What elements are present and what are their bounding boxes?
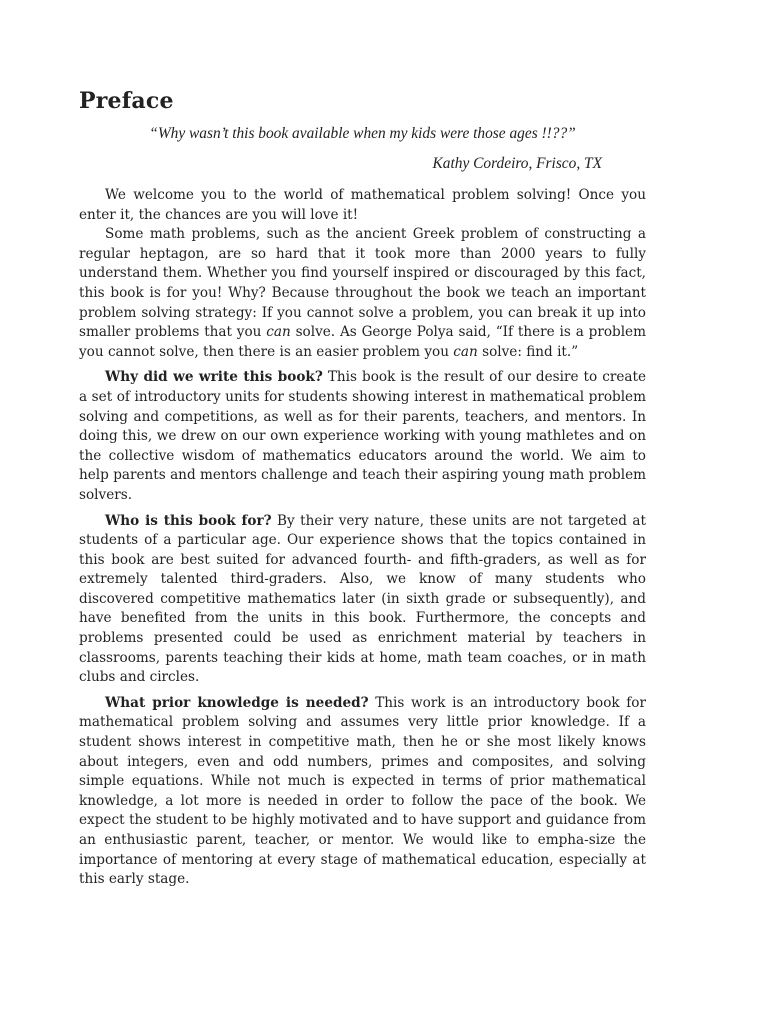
epigraph-quote: “Why wasn’t this book available when my kids were those ages !!??” [149,125,576,142]
paragraph-welcome: We welcome you to the world of mathematical problem solving! Once you enter it, the chances are you will love it! [79,187,646,223]
epigraph-attribution: Kathy Cordeiro, Frisco, TX [432,155,602,172]
emphasis-can: can [266,324,291,341]
emphasis-can: can [453,343,478,360]
preface-page [79,86,646,890]
epigraph [79,124,646,174]
preface-body [79,186,646,890]
paragraph-who [79,512,646,688]
paragraph-text: solve. As George Polya said, “If there is a problem you cannot solve, then there is an easier problem you [79,324,646,360]
paragraph-heading: Who is this book for? [105,512,272,529]
paragraph-heading: Why did we write this book? [105,369,323,386]
paragraph-prior-knowledge [79,694,646,890]
paragraph-text: By their very nature, these units are not targeted at students of a particular age. Our experience shows that the topics contained in this book are best suited for advanced fourth- and fifth-graders, as well as for extremely talented third-graders. Also, we know of many students who discovered competitive mathematics later (in sixth grade or subsequently), and have benefited from the units in this book. Furthermore, the concepts and problems presented could be used as enrichment material by teachers in classrooms, parents teaching their kids at home, math team coaches, or in math clubs and circles. [79,512,646,686]
page-title: Preface [79,88,174,114]
paragraph-text: This book is the result of our desire to create a set of introductory units for students showing interest in mathematical problem solving and competitions, as well as for their parents, teachers, and mentors. In doing this, we drew on our own experience working with young mathletes and on the collective wisdom of mathematics educators around the world. We aim to help parents and mentors challenge and teach their aspiring young math problem solvers. [79,369,646,503]
paragraph-text: This work is an introductory book for mathematical problem solving and assumes very little prior knowledge. If a student shows interest in competitive math, then he or she most likely knows about integers, even and odd numbers, primes and composites, and solving simple equations. While not much is expected in terms of prior mathematical knowledge, a lot more is needed in order to follow the pace of the book. We expect the student to be highly motivated and to have support and guidance from an enthusiastic parent, teacher, or mentor. We would like to empha-size the importance of mentoring at every stage of mathematical education, especially at this early stage. [79,694,646,888]
paragraph-strategy [79,225,646,362]
paragraph-heading: What prior knowledge is needed? [105,694,369,711]
paragraph-text: Some math problems, such as the ancient Greek problem of constructing a regular heptagon, are so hard that it took more than 2000 years to fully understand them. Whether you find yourself inspired or discouraged by this fact, this book is for you! Why? Because throughout the book we teach an important problem solving strategy: If you cannot solve a problem, you can break it up into smaller problems that you [79,226,646,341]
paragraph-why [79,368,646,505]
paragraph-text: solve: find it.” [477,343,579,360]
